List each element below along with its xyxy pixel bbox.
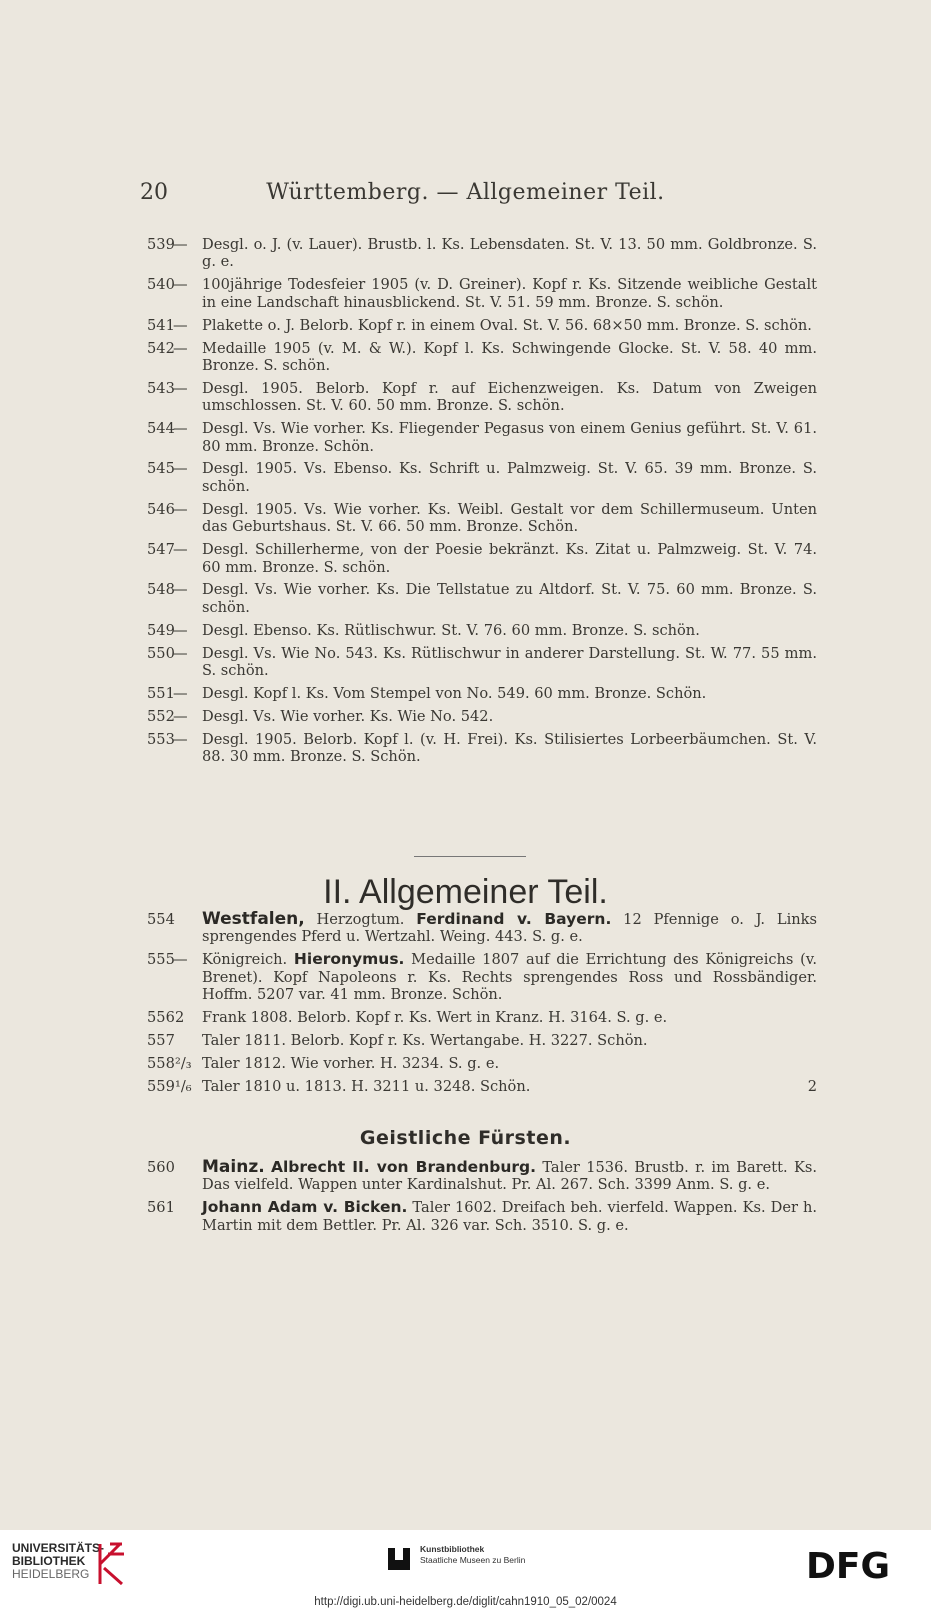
page-number: 20 (140, 180, 168, 205)
ub-line-2: BIBLIOTHEK (12, 1554, 86, 1568)
entry-number: 561 (147, 1199, 175, 1217)
entry-text: Desgl. Schillerherme, von der Poesie bekränzt. Ks. Zitat u. Palmzweig. St. V. 74. 60 mm. Bronze. S. schön. (202, 541, 817, 576)
kunstbibliothek-logo-icon (386, 1546, 412, 1572)
catalog-entry (147, 645, 817, 680)
entry-text: Taler 1602. Dreifach beh. vierfeld. Wappen. Ks. Der h. Martin mit dem Bettler. Pr. Al. 326 var. Sch. 3510. S. g. e. (202, 1199, 817, 1234)
entry-text: Medaille 1807 auf die Errichtung des Königreichs (v. Brenet). Kopf Napoleons r. Ks. Rechts sprengendes Ross und Rossbändiger. Hoffm. 5207 var. 41 mm. Bronze. Schön. (202, 951, 817, 1004)
entry-number: 549 (147, 621, 175, 639)
kunstbibliothek-text (420, 1544, 525, 1566)
entry-number: 543 (147, 379, 175, 397)
entry-text: Taler 1810 u. 1813. H. 3211 u. 3248. Schön. (202, 1077, 531, 1095)
entry-dash: — (173, 684, 188, 702)
entry-ruler-name: Westfalen, (202, 909, 305, 929)
entry-text: Herzogtum. (304, 911, 417, 928)
catalog-entry (147, 541, 817, 576)
catalog-entry (147, 1199, 817, 1234)
entry-number: 560 (147, 1159, 175, 1176)
catalog-entries-allgemein (147, 911, 817, 1101)
entry-text: Königreich. (202, 951, 294, 969)
entry-text: Taler 1536. Brustb. r. im Barett. Ks. Das vielfeld. Wappen unter Kardinalshut. Pr. Al. 267. Sch. 3399 Anm. S. g. e. (202, 1159, 817, 1194)
entry-number: 548 (147, 581, 175, 599)
ub-line-3: HEIDELBERG (12, 1567, 90, 1581)
ub-line-1: UNIVERSITÄTS- (12, 1541, 105, 1555)
entry-text: Medaille 1905 (v. M. & W.). Kopf l. Ks. Schwingende Glocke. St. V. 58. 40 mm. Bronze. S. schön. (202, 339, 817, 374)
subsection-title: Geistliche Fürsten. (359, 1127, 572, 1149)
entry-dash: — (173, 276, 188, 294)
entry-dash: — (173, 339, 188, 357)
entry-dash: — (173, 621, 188, 639)
entry-number: 553 (147, 730, 175, 748)
catalog-entry (147, 1078, 817, 1095)
catalog-entry (147, 1009, 817, 1026)
catalog-entry (147, 340, 817, 375)
margin-mark: 2 (807, 1077, 817, 1095)
entry-ruler-name: Hieronymus. (293, 950, 405, 969)
catalog-entry (147, 1055, 817, 1072)
entry-number: 559 (147, 1077, 175, 1095)
ub-heidelberg-logo-icon (94, 1540, 128, 1588)
entry-text: Desgl. Vs. Wie vorher. Ks. Fliegender Pegasus von einem Genius geführt. St. V. 61. 80 mm. Bronze. Schön. (202, 420, 817, 455)
catalog-entry (147, 420, 817, 455)
entry-number: 551 (147, 684, 175, 702)
entry-dash: — (173, 420, 188, 438)
entry-text: 12 Pfennige o. J. Links sprengendes Pferd u. Wertzahl. Weing. 443. S. g. e. (202, 911, 817, 946)
entry-number: 550 (147, 644, 175, 662)
entry-text: Desgl. 1905. Belorb. Kopf r. auf Eichenzweigen. Ks. Datum von Zweigen umschlossen. St. V. 60. 50 mm. Bronze. S. schön. (202, 379, 817, 415)
dfg-logo-icon (806, 1546, 906, 1582)
catalog-entry (147, 708, 817, 725)
entry-number: 542 (147, 339, 175, 357)
catalog-entry (147, 1032, 817, 1049)
catalog-entry (147, 581, 817, 616)
dfg-logo-text: DFG (806, 1546, 891, 1582)
entry-text: Desgl. Ebenso. Ks. Rütlischwur. St. V. 76. 60 mm. Bronze. S. schön. (202, 621, 700, 639)
catalog-entry (147, 380, 817, 415)
entry-number: 555 (147, 951, 175, 969)
catalog-entry (147, 276, 817, 311)
entry-dash: — (173, 316, 188, 334)
entry-dash: — (173, 379, 188, 397)
kb-line-1: Kunstbibliothek (420, 1544, 485, 1554)
entry-number: 547 (147, 541, 175, 559)
entry-dash: — (173, 581, 188, 599)
catalog-entry (147, 1159, 817, 1194)
entry-number: 544 (147, 420, 175, 438)
entry-text: Frank 1808. Belorb. Kopf r. Ks. Wert in Kranz. H. 3164. S. g. e. (202, 1009, 668, 1027)
catalog-entries-geistliche-fuersten (147, 1159, 817, 1240)
entry-text: 100jährige Todesfeier 1905 (v. D. Greiner). Kopf r. Ks. Sitzende weibliche Gestalt in eine Landschaft hinausblickend. St. V. 51. 59 mm. Bronze. S. schön. (202, 276, 817, 311)
digitization-footer (0, 1530, 931, 1612)
entry-number: 558 (147, 1054, 175, 1072)
entry-number: 546 (147, 500, 175, 518)
entry-dash: — (173, 460, 188, 478)
entry-number: 540 (147, 276, 175, 294)
entry-text: Desgl. Vs. Wie vorher. Ks. Die Tellstatue zu Altdorf. St. V. 75. 60 mm. Bronze. S. schön. (202, 581, 817, 616)
catalog-entry (147, 685, 817, 702)
university-library-logo-text[interactable] (12, 1542, 104, 1581)
entry-prefix: ¹/₆ (175, 1077, 192, 1095)
entry-dash: — (173, 236, 188, 253)
section-title: II. Allgemeiner Teil. (323, 873, 608, 911)
entry-number: 552 (147, 707, 175, 725)
entry-dash: — (173, 541, 188, 559)
catalog-entry (147, 731, 817, 766)
entry-dash: — (173, 730, 188, 748)
entry-ruler-name: Mainz. (202, 1157, 265, 1177)
entry-text: Desgl. 1905. Belorb. Kopf l. (v. H. Frei). Ks. Stilisiertes Lorbeerbäumchen. St. V. 88. 30 mm. Bronze. S. Schön. (202, 730, 817, 766)
entry-text: Desgl. Vs. Wie vorher. Ks. Wie No. 542. (202, 707, 494, 725)
entry-ruler-name: Albrecht II. von Brandenburg. (271, 1158, 536, 1176)
kb-line-2: Staatliche Museen zu Berlin (420, 1555, 526, 1565)
entry-text: Taler 1812. Wie vorher. H. 3234. S. g. e. (202, 1054, 500, 1072)
entry-number: 556 (147, 1009, 175, 1027)
entry-text: Desgl. o. J. (v. Lauer). Brustb. l. Ks. Lebensdaten. St. V. 13. 50 mm. Goldbronze. S. g. e. (202, 236, 817, 271)
entry-text: Desgl. 1905. Vs. Wie vorher. Ks. Weibl. Gestalt vor dem Schillermuseum. Unten das Geburtshaus. St. V. 66. 50 mm. Bronze. Schön. (202, 500, 817, 536)
entry-ruler-name: Johann Adam v. Bicken. (202, 1198, 408, 1217)
catalog-entries-wuerttemberg (147, 236, 817, 771)
catalog-entry (147, 236, 817, 271)
catalog-entry (147, 317, 817, 334)
entry-dash: — (173, 644, 188, 662)
entry-text: Taler 1811. Belorb. Kopf r. Ks. Wertangabe. H. 3227. Schön. (202, 1031, 648, 1049)
entry-number: 554 (147, 911, 175, 928)
entry-number: 557 (147, 1031, 175, 1049)
entry-number: 539 (147, 236, 175, 253)
entry-prefix: ²/₃ (175, 1054, 192, 1072)
entry-prefix: — (173, 951, 188, 969)
catalog-entry (147, 622, 817, 639)
permalink-url[interactable]: http://digi.ub.uni-heidelberg.de/diglit/cahn1910_05_02/0024 (314, 1596, 617, 1608)
entry-number: 545 (147, 460, 175, 478)
catalog-entry (147, 911, 817, 946)
entry-text: Desgl. Kopf l. Ks. Vom Stempel von No. 549. 60 mm. Bronze. Schön. (202, 684, 707, 702)
entry-text: Desgl. 1905. Vs. Ebenso. Ks. Schrift u. Palmzweig. St. V. 65. 39 mm. Bronze. S. schön. (202, 460, 817, 495)
entry-number: 541 (147, 316, 175, 334)
entry-dash: — (173, 500, 188, 518)
entry-dash: — (173, 707, 188, 725)
entry-prefix: 2 (175, 1009, 185, 1027)
entry-ruler-name: Ferdinand v. Bayern. (416, 910, 612, 928)
catalog-entry (147, 951, 817, 1003)
entry-text: Desgl. Vs. Wie No. 543. Ks. Rütlischwur in anderer Darstellung. St. W. 77. 55 mm. S. schön. (202, 644, 817, 680)
catalog-entry (147, 460, 817, 495)
catalog-entry (147, 501, 817, 536)
entry-text: Plakette o. J. Belorb. Kopf r. in einem Oval. St. V. 56. 68×50 mm. Bronze. S. schön. (202, 316, 812, 334)
section-divider (414, 856, 526, 857)
running-title: Württemberg. — Allgemeiner Teil. (266, 180, 665, 205)
